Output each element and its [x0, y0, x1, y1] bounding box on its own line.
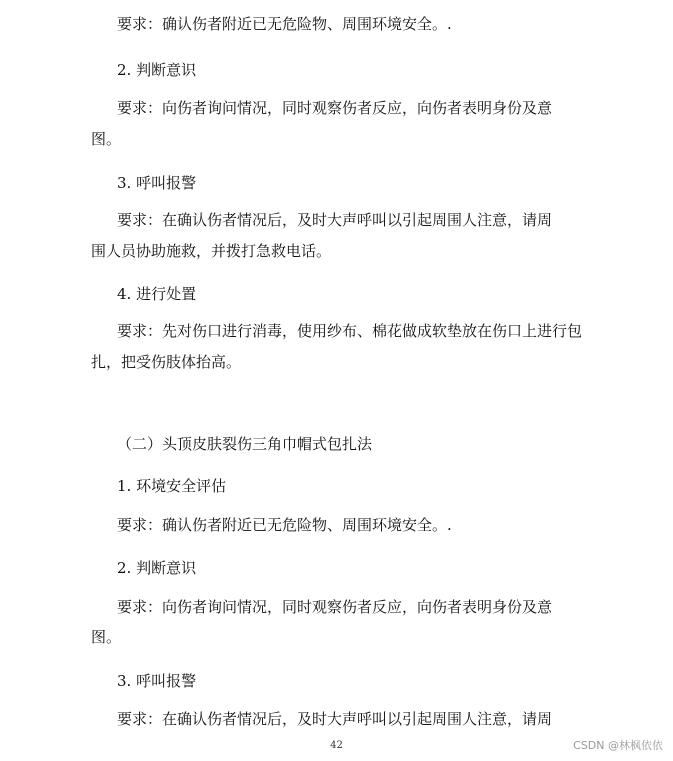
requirement-text: 要求：在确认伤者情况后，及时大声呼叫以引起周围人注意，请周	[117, 211, 553, 229]
requirement-text: 要求：先对伤口进行消毒，使用纱布、棉花做成软垫放在伤口上进行包	[117, 322, 583, 340]
requirement-text: 要求：在确认伤者情况后，及时大声呼叫以引起周围人注意，请周	[117, 710, 553, 728]
page-number: 42	[330, 740, 343, 751]
step-heading: 2. 判断意识	[117, 559, 197, 577]
step-heading: 3. 呼叫报警	[117, 174, 197, 192]
watermark: CSDN @林枫依依	[573, 739, 663, 752]
requirement-text: 要求：确认伤者附近已无危险物、周围环境安全。.	[117, 516, 452, 534]
step-heading: 3. 呼叫报警	[117, 672, 197, 690]
requirement-text-continuation: 扎，把受伤肢体抬高。	[91, 353, 242, 371]
step-heading: 4. 进行处置	[117, 285, 197, 303]
requirement-text-continuation: 图。	[91, 628, 122, 646]
requirement-text-continuation: 图。	[91, 130, 122, 148]
requirement-text: 要求：向伤者询问情况，同时观察伤者反应，向伤者表明身份及意	[117, 99, 553, 117]
step-heading: 2. 判断意识	[117, 61, 197, 79]
requirement-text: 要求：向伤者询问情况，同时观察伤者反应，向伤者表明身份及意	[117, 598, 553, 616]
requirement-text: 要求：确认伤者附近已无危险物、周围环境安全。.	[117, 15, 452, 33]
step-heading: 1. 环境安全评估	[117, 477, 227, 495]
requirement-text-continuation: 围人员协助施救，并拨打急救电话。	[91, 242, 332, 260]
section-heading: （二）头顶皮肤裂伤三角巾帽式包扎法	[117, 435, 373, 453]
